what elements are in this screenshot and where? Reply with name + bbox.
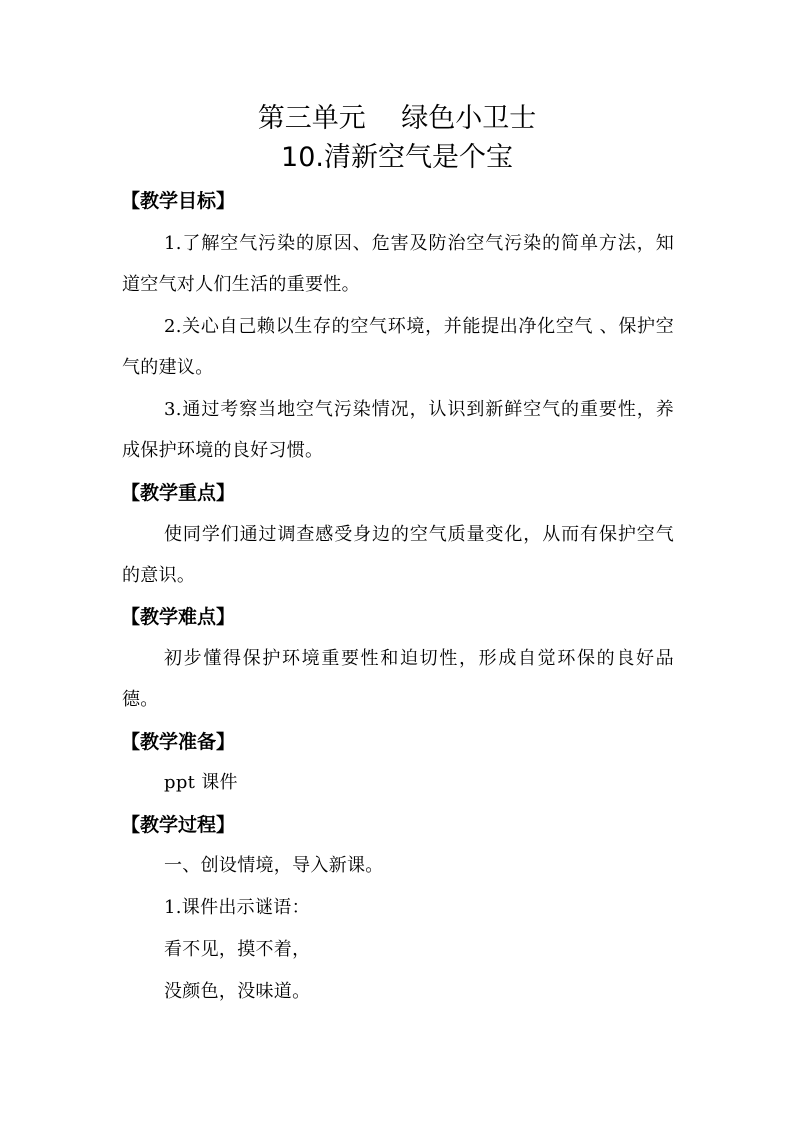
objectives-heading: 【教学目标】 <box>121 190 236 212</box>
process-line-2: 1.课件出示谜语： <box>164 897 310 918</box>
process-line-4: 没颜色，没味道。 <box>164 981 311 1002</box>
difficulties-heading: 【教学难点】 <box>121 606 236 628</box>
preparation-text: ppt 课件 <box>164 772 238 793</box>
unit-title: 第三单元 绿色小卫士 <box>257 103 537 134</box>
process-heading: 【教学过程】 <box>121 814 236 836</box>
objective-item-1: 1.了解空气污染的原因、危害及防治空气污染的简单方法，知道空气对人们生活的重要性。 <box>122 233 674 295</box>
key-points-heading: 【教学重点】 <box>121 482 236 504</box>
key-points-text: 使同学们通过调查感受身边的空气质量变化，从而有保护空气的意识。 <box>122 524 674 586</box>
difficulties-text: 初步懂得保护环境重要性和迫切性，形成自觉环保的良好品德。 <box>122 648 674 710</box>
process-line-1: 一、创设情境，导入新课。 <box>164 855 384 876</box>
objective-item-3: 3.通过考察当地空气污染情况，认识到新鲜空气的重要性，养成保护环境的良好习惯。 <box>122 399 674 461</box>
process-line-3: 看不见，摸不着， <box>164 939 311 960</box>
objective-item-2: 2.关心自己赖以生存的空气环境，并能提出净化空气 、保护空气的建议。 <box>122 316 674 378</box>
lesson-title: 10.清新空气是个宝 <box>281 142 513 173</box>
preparation-heading: 【教学准备】 <box>121 731 236 753</box>
